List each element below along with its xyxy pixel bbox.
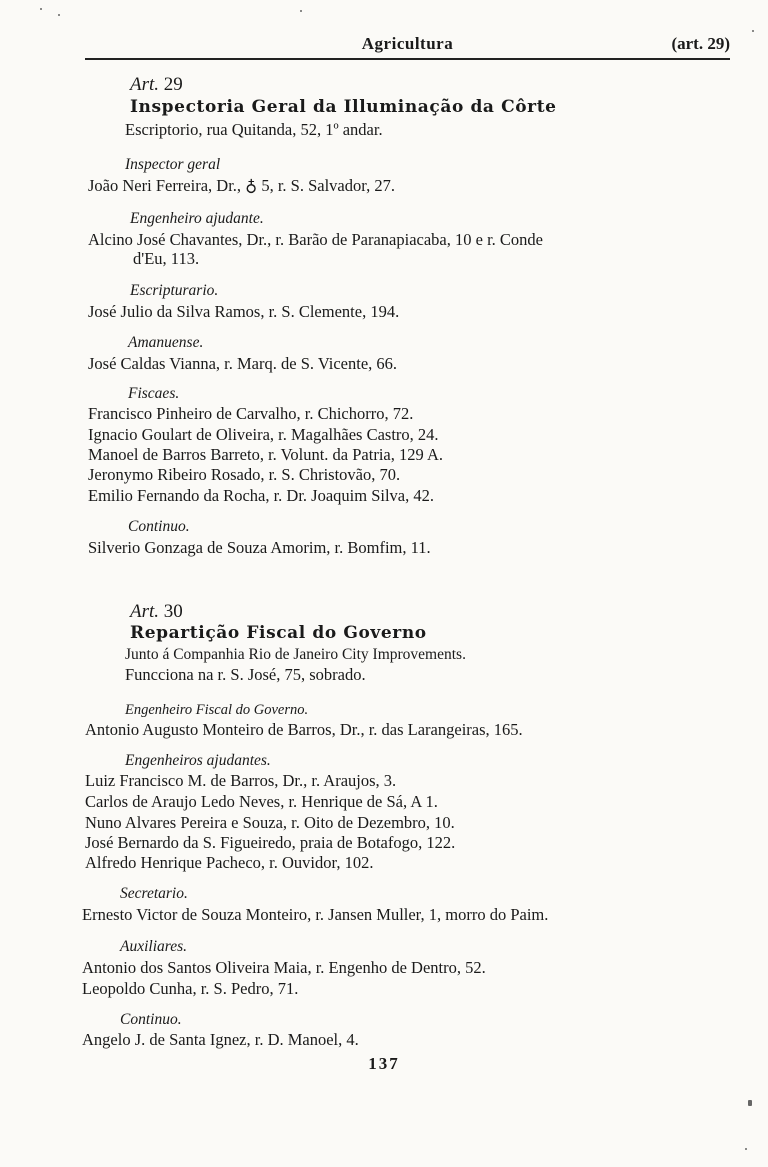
entry-line: Emilio Fernando da Rocha, r. Dr. Joaquim Silva, 42. [88, 486, 435, 505]
article-29-heading [130, 74, 183, 96]
article-label: Art. [130, 601, 160, 622]
role-label: Engenheiros ajudantes. [125, 752, 271, 769]
entry-line: Manoel de Barros Barreto, r. Volunt. da Patria, 129 A. [88, 445, 443, 464]
scan-speck [752, 30, 754, 32]
article-30-note: Junto á Companhia Rio de Janeiro City Improvements. [125, 646, 466, 663]
role-label: Escripturario. [130, 282, 219, 299]
scan-speck [300, 10, 302, 12]
entry-line: Luiz Francisco M. de Barros, Dr., r. Araujos, 3. [85, 771, 397, 790]
role-label: Continuo. [120, 1011, 182, 1028]
role-label: Amanuense. [128, 334, 204, 351]
entry-line: Ignacio Goulart de Oliveira, r. Magalhães Castro, 24. [88, 425, 439, 444]
page-header [85, 32, 730, 58]
entry-line: Ernesto Victor de Souza Monteiro, r. Jansen Muller, 1, morro do Paim. [82, 905, 549, 924]
scan-speck [748, 1100, 752, 1106]
article-label: Art. [130, 74, 160, 95]
entry-line: José Caldas Vianna, r. Marq. de S. Vicente, 66. [88, 354, 398, 373]
page-number: 137 [368, 1054, 400, 1073]
role-label: Fiscaes. [128, 385, 180, 402]
entry-line: Silverio Gonzaga de Souza Amorim, r. Bomfim, 11. [88, 538, 431, 557]
role-label: Engenheiro ajudante. [130, 210, 264, 227]
article-30-heading [130, 601, 183, 623]
entry-line: Nuno Alvares Pereira e Souza, r. Oito de Dezembro, 10. [85, 813, 455, 832]
entry-line: Leopoldo Cunha, r. S. Pedro, 71. [82, 979, 299, 998]
article-number: 30 [163, 601, 183, 622]
entry-line: José Bernardo da S. Figueiredo, praia de Botafogo, 122. [85, 833, 456, 852]
role-label: Inspector geral [125, 156, 221, 173]
entry-line: Alfredo Henrique Pacheco, r. Ouvidor, 102. [85, 853, 374, 872]
article-29-title: Inspectoria Geral da Illuminação da Côrte [130, 97, 557, 117]
article-29-office: Escriptorio, rua Quitanda, 52, 1º andar. [125, 120, 383, 139]
entry-line: Antonio dos Santos Oliveira Maia, r. Engenho de Dentro, 52. [82, 958, 486, 977]
scan-speck [58, 14, 60, 16]
header-rule [85, 58, 730, 60]
entry-line: Alcino José Chavantes, Dr., r. Barão de Paranapiacaba, 10 e r. Conde [88, 230, 543, 249]
entry-line: João Neri Ferreira, Dr., ♁ 5, r. S. Salvador, 27. [88, 176, 395, 195]
role-label: Engenheiro Fiscal do Governo. [125, 702, 309, 718]
scan-speck [40, 8, 42, 10]
entry-line: Jeronymo Ribeiro Rosado, r. S. Christovão, 70. [88, 465, 401, 484]
entry-line: Antonio Augusto Monteiro de Barros, Dr., r. das Larangeiras, 165. [85, 720, 523, 739]
scan-speck [745, 1148, 747, 1150]
role-label: Secretario. [120, 885, 188, 902]
entry-line: Francisco Pinheiro de Carvalho, r. Chichorro, 72. [88, 404, 414, 423]
article-30-title: Repartição Fiscal do Governo [130, 623, 427, 643]
role-label: Auxiliares. [120, 938, 188, 955]
entry-line: José Julio da Silva Ramos, r. S. Clemente, 194. [88, 302, 400, 321]
running-title: Agricultura [361, 34, 454, 53]
entry-line: d'Eu, 113. [133, 249, 200, 268]
entry-line: Carlos de Araujo Ledo Neves, r. Henrique de Sá, A 1. [85, 792, 438, 811]
article-number: 29 [163, 74, 183, 95]
role-label: Continuo. [128, 518, 190, 535]
article-30-note: Funcciona na r. S. José, 75, sobrado. [125, 665, 366, 684]
running-article-ref: (art. 29) [671, 34, 730, 53]
entry-line: Angelo J. de Santa Ignez, r. D. Manoel, 4. [82, 1030, 359, 1049]
